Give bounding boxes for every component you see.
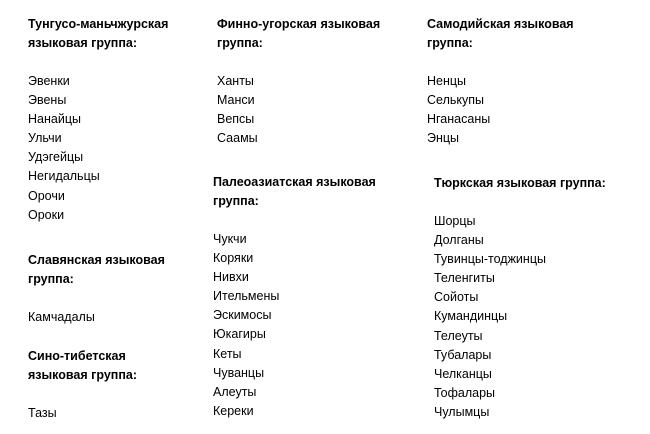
people-item: Эскимосы: [213, 308, 272, 323]
group-title: Славянская языковая группа:: [28, 253, 165, 286]
people-item: Ульчи: [28, 131, 62, 146]
people-item: Теленгиты: [434, 271, 495, 286]
people-item: Чукчи: [213, 232, 247, 246]
people-item: Тофалары: [434, 385, 496, 400]
group-title: Сино-тибетская языковая группа:: [28, 349, 137, 382]
group-title: Финно-угорская языковая группа:: [217, 17, 381, 50]
people-list: [28, 404, 137, 423]
people-item: Сойоты: [434, 290, 479, 305]
people-list: [217, 72, 380, 148]
people-list: [213, 230, 376, 421]
group-tungus-manchu: [28, 15, 168, 225]
people-item: Эвенки: [28, 74, 70, 88]
people-item: Алеуты: [213, 384, 257, 399]
people-item: Долганы: [434, 233, 484, 248]
people-item: Энцы: [427, 131, 460, 146]
people-item: Тазы: [28, 406, 57, 420]
people-item: Ханты: [217, 74, 254, 88]
people-item: Кумандинцы: [434, 309, 508, 324]
people-item: Челканцы: [434, 366, 492, 381]
people-item: Селькупы: [427, 93, 484, 108]
people-item: Коряки: [213, 251, 254, 266]
people-item: Ненцы: [427, 74, 467, 88]
people-list: [427, 72, 574, 148]
people-item: Саамы: [217, 131, 258, 146]
group-title: Тунгусо-маньчжурская языковая группа:: [28, 17, 169, 50]
people-item: Кеты: [213, 346, 242, 361]
group-title: Палеоазиатская языковая группа:: [213, 175, 376, 208]
people-item: Нанайцы: [28, 112, 81, 127]
people-item: Тувинцы-тоджинцы: [434, 252, 546, 267]
people-item: Кереки: [213, 403, 254, 418]
people-item: Ороки: [28, 207, 65, 222]
group-turkic: [434, 174, 606, 422]
group-title: Самодийская языковая группа:: [427, 17, 574, 50]
group-paleo-asiatic: [213, 173, 376, 421]
people-item: Вепсы: [217, 112, 255, 127]
group-sino-tibetan: [28, 347, 137, 423]
people-item: Ительмены: [213, 289, 280, 304]
people-item: Тубалары: [434, 347, 492, 362]
group-finno-ugric: [217, 15, 380, 148]
people-item: Манси: [217, 93, 255, 108]
people-item: Чуванцы: [213, 365, 265, 380]
people-item: Орочи: [28, 188, 65, 203]
group-title: Тюркская языковая группа:: [434, 176, 606, 190]
group-slavic: [28, 251, 165, 327]
people-item: Шорцы: [434, 214, 476, 228]
people-item: Нивхи: [213, 270, 249, 285]
people-item: Камчадалы: [28, 310, 95, 324]
people-item: Нганасаны: [427, 112, 491, 127]
people-item: Негидальцы: [28, 169, 100, 184]
people-list: [434, 212, 606, 422]
people-item: Телеуты: [434, 328, 483, 343]
people-item: Удэгейцы: [28, 150, 84, 165]
group-samoyedic: [427, 15, 574, 148]
people-item: Эвены: [28, 93, 67, 108]
people-list: [28, 72, 168, 225]
people-item: Юкагиры: [213, 327, 266, 342]
people-item: Чулымцы: [434, 404, 490, 419]
people-list: [28, 308, 165, 327]
